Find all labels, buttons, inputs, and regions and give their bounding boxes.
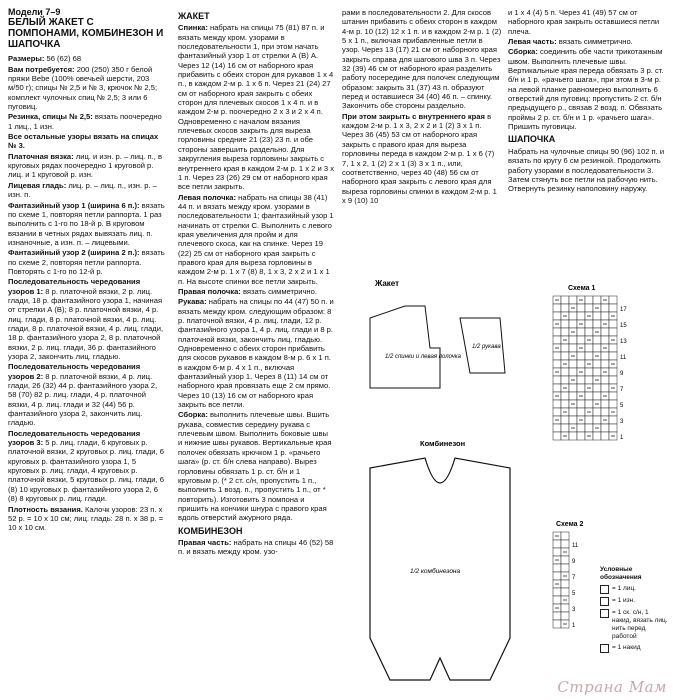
chart-cell	[553, 540, 561, 548]
chart-cell	[561, 604, 569, 612]
row-number: 9	[620, 371, 624, 377]
chart-cell	[593, 360, 601, 368]
paragraph: Последовательность чередования узоров 2: 8 р. платочной вязки, 4 р. лиц. глади, 26 (32) 44 р. фантазийного узора 2, 58 (70) 82 р. лиц. глади, 4 р. платочной вязки, 4 р. лиц. глади и 32 (44) 56 р. фантазийного узора 2, закончить лиц. гладью.	[8, 362, 158, 428]
row-number: 7	[572, 575, 576, 581]
combi-label: Комбинезон	[420, 439, 466, 448]
chart-cell	[569, 408, 577, 416]
chart-cell	[553, 620, 561, 628]
row-number: 9	[572, 559, 576, 565]
chart-cell	[561, 376, 569, 384]
chart-cell	[601, 312, 609, 320]
chart-cell	[585, 376, 593, 384]
chart-cell	[593, 368, 601, 376]
chart-cell	[553, 564, 561, 572]
row-number: 11	[572, 543, 579, 549]
chart-cell	[553, 612, 561, 620]
paragraph: Левая полочка: набрать на спицы 38 (41) 44 п. и вязать между кром. узорами в последовательности 1; фантазийный узор 1 начинать от стрелки С. Выполнить с левого края увеличения для пройм и для плечевого скоса, как на спинке. Через 19 (22) 25 см от наборного края закрыть с правого края для выреза горловины в каждом 2-м р. 1 x 7 (8) 8, 1 x 3, 2 x 2 и 1 x 1 п. На высоте спинки все петли закрыть.	[178, 192, 334, 286]
back-piece-label: 1/2 спинки и левая полочка	[385, 354, 461, 360]
chart-cell	[609, 304, 617, 312]
chart-cell	[609, 416, 617, 424]
legend-item: = 1 лиц.	[600, 585, 668, 594]
chart-cell	[609, 320, 617, 328]
chart-cell	[553, 596, 561, 604]
chart-cell	[601, 424, 609, 432]
paragraph: и 1 x 4 (4) 5 п. Через 41 (49) 57 см от наборного края закрыть оставшиеся петли плеча.	[508, 8, 660, 36]
chart-cell	[561, 400, 569, 408]
model-number: Модели 7–9	[8, 7, 61, 17]
chart-cell	[561, 424, 569, 432]
paragraph: Фантазийный узор 2 (ширина 2 п.): вязать по схеме 2, повторяя петли раппорта. Повторять с 1-го по 12-й р.	[8, 248, 165, 276]
legend-swatch	[600, 585, 609, 594]
chart-cell	[577, 304, 585, 312]
chart-cell	[577, 400, 585, 408]
chart-cell	[601, 360, 609, 368]
legend-title: Условные обозначения	[600, 566, 642, 581]
chart-cell	[593, 408, 601, 416]
sleeve-label: 1/2 рукава	[472, 344, 501, 350]
column-2	[178, 8, 334, 558]
row-number: 5	[620, 403, 624, 409]
chart-cell	[553, 304, 561, 312]
chart-cell	[601, 408, 609, 416]
chart-cell	[553, 548, 561, 556]
chart-cell	[553, 336, 561, 344]
chart-cell	[569, 296, 577, 304]
paragraph: Последовательность чередования узоров 3: 5 р. лиц. глади, 6 круговых р. платочной вязки, 2 круговых р. лиц. глади, 6 круговых р. фантазийного узора 1, 5 круговых р. лиц. глади, 4 круговых р. платочной вязки, 5 круговых р. лиц. глади, 6 (8) 10 круговых р. фантазийного узора 2, 6 (8) 8 круговых р. лиц. глади.	[8, 428, 164, 504]
chart-cell	[593, 296, 601, 304]
legend	[600, 566, 668, 656]
paragraph: Левая часть: вязать симметрично.	[508, 37, 633, 47]
legend-swatch	[600, 644, 609, 653]
chart-cell	[569, 336, 577, 344]
chart-cell	[561, 532, 569, 540]
chart-cell	[553, 312, 561, 320]
chart-cell	[601, 384, 609, 392]
chart-cell	[553, 400, 561, 408]
chart-cell	[593, 416, 601, 424]
chart-cell	[561, 296, 569, 304]
chart-cell	[585, 320, 593, 328]
chart-cell	[593, 336, 601, 344]
chart-cell	[601, 352, 609, 360]
chart-cell	[593, 312, 601, 320]
chart-cell	[561, 304, 569, 312]
section-hat: ШАПОЧКА	[508, 134, 556, 145]
chart-cell	[609, 392, 617, 400]
chart-cell	[561, 556, 569, 564]
chart-cell	[569, 344, 577, 352]
row-number: 7	[620, 387, 624, 393]
chart-cell	[585, 352, 593, 360]
section-combi: КОМБИНЕЗОН	[178, 525, 243, 536]
chart-cell	[577, 384, 585, 392]
column-1-text	[8, 54, 166, 532]
legend-item: = 1 ск. с/н, 1 накид, вязать лиц. нить перед работой	[600, 609, 668, 641]
row-number: 13	[620, 339, 627, 345]
chart-cell	[577, 336, 585, 344]
chart-cell	[553, 328, 561, 336]
jacket-label: Жакет	[375, 279, 400, 288]
chart-cell	[577, 376, 585, 384]
combi-half-label: 1/2 комбинезона	[410, 568, 461, 575]
paragraph: Лицевая гладь: лиц. р. – лиц. п., изн. р. – изн. п.	[8, 180, 157, 200]
chart-cell	[601, 376, 609, 384]
paragraph: Рукава: набрать на спицы по 44 (47) 50 п. и вязать между кром. следующим образом: 8 р. платочной вязки, 4 р. лиц. глади, 12 р. фантазийного узора 1, 4 р. лиц. глади и 8 р. платочной вязки, закончить лиц. гладью. Одновременно с обеих сторон прибавить для скосов рукавов в каждом 8-м р. 6 x 1 п. в каждом 6-м р. 4 x 1 п., включая фантазийный узор 1. Через 8 (11) 14 см от наборного края провязать еще 2 см прямо. Через 10 (13) 16 см от наборного края закрыть все петли.	[178, 297, 334, 410]
chart-cell	[561, 416, 569, 424]
chart-cell	[585, 304, 593, 312]
chart-cell	[561, 328, 569, 336]
chart-cell	[561, 392, 569, 400]
row-number: 17	[620, 307, 627, 313]
chart-cell	[569, 320, 577, 328]
scheme-1	[548, 282, 668, 502]
chart-cell	[569, 432, 577, 440]
column-4	[508, 8, 666, 195]
chart-cell	[593, 392, 601, 400]
chart-cell	[585, 392, 593, 400]
chart-cell	[561, 580, 569, 588]
scheme-2-title: Схема 2	[556, 521, 584, 528]
chart-cell	[561, 368, 569, 376]
row-number: 15	[620, 323, 627, 329]
chart-cell	[593, 384, 601, 392]
chart-cell	[601, 304, 609, 312]
row-number: 11	[620, 355, 627, 361]
chart-cell	[569, 384, 577, 392]
legend-swatch	[600, 609, 609, 618]
chart-cell	[577, 352, 585, 360]
chart-cell	[585, 344, 593, 352]
chart-cell	[593, 320, 601, 328]
chart-cell	[609, 352, 617, 360]
watermark: Страна Мам	[557, 678, 667, 696]
column-3	[342, 8, 502, 206]
chart-cell	[561, 588, 569, 596]
paragraph: Вам потребуется: 200 (250) 350 г белой пряжи Bebe (100% овечьей шерсти, 203 м/50 г); спицы № 2,5 и № 3, крючок № 2,5; комплект чулочных спиц № 2,5; 3 или 6 пуговиц.	[8, 64, 158, 112]
chart-cell	[609, 344, 617, 352]
chart-cell	[577, 328, 585, 336]
article-title: БЕЛЫЙ ЖАКЕТ С ПОМПОНАМИ, КОМБИНЕЗОН И ШАПОЧКА	[8, 17, 164, 51]
chart-cell	[561, 352, 569, 360]
chart-cell	[601, 432, 609, 440]
chart-cell	[609, 400, 617, 408]
chart-cell	[561, 320, 569, 328]
chart-cell	[609, 328, 617, 336]
paragraph: Набрать на чулочные спицы 90 (96) 102 п. и вязать по кругу 6 см резинкой. Продолжить работу узорами в последовательности 3. Затем стянуть все петли на рабочую нить. Отвернуть резинку наполовину наружу.	[508, 146, 665, 194]
paragraph: Сборка: соединить обе части трикотажным швом. Выполнить плечевые швы. Вертикальные края переда обвязать 3 р. ст. б/н и 1 р. «рачьего шага», при этом в 3-м р. на левой планке равномерно выполнить 6 отверстий для пуговиц: пропустить 2 ст. б/н предыдущего р., связав 2 возд. п. Обвязать проймы 2 р. ст. б/н и 1 р. «рачьего шага». Пришить пуговицы.	[508, 47, 664, 132]
chart-cell	[593, 432, 601, 440]
paragraph: Сборка: выполнить плечевые швы. Вшить рукава, совместив середину рукава с плечевым швом. Выполнить боковые швы и нижние швы рукавов. Вертикальные края полочек обвязать крючком 1 р. «рачьего шага» (р. ст. б/н слева направо). Вырез горловины обвязать 1 р. ст. б/н и 1 круговым р. (* 2 ст. с/н, пропустить 1 п., выполнить 1 возд. п., пропустить 1 п., от * повторить). Изготовить 3 помпона и пришить на кончики шнура с правого края вдоль отверстий ажурного ряда.	[178, 410, 332, 523]
chart-cell	[585, 400, 593, 408]
paragraph: Правая полочка: вязать симметрично.	[178, 286, 317, 296]
paragraph: Последовательность чередования узоров 1: 8 р. платочной вязки, 2 р. лиц. глади, 18 р. фантазийного узора 1, начиная от стрелки А (В); 8 р. платочной вязки, 4 р. лиц. глади, 8 р. платочной вязки, 4 р. лиц. глади, 8 р. платочной вязки, 4 р. лиц. глади, 18 р. фантазийного узора 2, 8 р. платочной вязки, 2 р. лиц. глади, 36 р. фантазийного узора 2, закончить лиц. гладью.	[8, 277, 164, 361]
chart-cell	[577, 360, 585, 368]
chart-cell	[569, 312, 577, 320]
chart-cell	[577, 408, 585, 416]
chart-cell	[553, 588, 561, 596]
scheme-1-title: Схема 1	[568, 285, 596, 292]
chart-cell	[553, 376, 561, 384]
chart-cell	[577, 424, 585, 432]
chart-cell	[585, 368, 593, 376]
row-number: 1	[572, 623, 576, 629]
row-number: 5	[572, 591, 576, 597]
paragraph: Фантазийный узор 1 (ширина 6 п.): вязать по схеме 1, повторяя петли раппорта. 1 раз выполнить с 1-го по 18-й р. В круговом вязании в четных рядах вывязать лиц. п. изнаночные, а изн. п. – лицевыми.	[8, 200, 165, 247]
paragraph: Платочная вязка: лиц. и изн. р. – лиц. п., в круговых рядах поочередно 1 круговой р. лиц. и 1 круговой р. изн.	[8, 151, 163, 180]
column-1	[8, 8, 166, 534]
section-jacket: ЖАКЕТ	[178, 11, 210, 21]
chart-cell	[593, 344, 601, 352]
pattern-drawings	[340, 278, 540, 698]
chart-cell	[553, 572, 561, 580]
chart-cell	[561, 540, 569, 548]
chart-cell	[561, 564, 569, 572]
chart-cell	[577, 432, 585, 440]
paragraph: Резинка, спицы № 2,5: вязать поочередно 1 лиц., 1 изн.	[8, 112, 162, 131]
chart-cell	[561, 344, 569, 352]
chart-cell	[577, 312, 585, 320]
paragraph: Размеры: 56 (62) 68	[8, 54, 82, 64]
paragraph: Правая часть: набрать на спицы 46 (52) 58 п. и вязать между кром. узо-	[178, 537, 334, 557]
paragraph: рами в последовательности 2. Для скосов штанин прибавить с обеих сторон в каждом 4-м р. 10 (12) 12 x 1 п. и в каждом 2-м р. 1 (2) 5 x 1 п., включая прибавленные петли в узор. Через 13 (17) 21 см от наборного края закрыть справа для шагового шва 3 п. Через 32 (39) 46 см от наборного края разделить работу посередине для полочек следующим образом: закрыть 31 (37) 43 п. образуют перед и оставшиеся 34 (40) 46 п. – спинку. Закончить обе стороны раздельно.	[342, 8, 502, 111]
legend-swatch	[600, 597, 609, 606]
chart-cell	[585, 296, 593, 304]
chart-cell	[585, 416, 593, 424]
chart-cell	[553, 352, 561, 360]
chart-cell	[569, 416, 577, 424]
chart-cell	[601, 336, 609, 344]
legend-item: = 1 изн.	[600, 597, 668, 606]
row-number: 1	[620, 435, 624, 441]
chart-cell	[609, 296, 617, 304]
chart-cell	[553, 432, 561, 440]
chart-cell	[553, 360, 561, 368]
chart-cell	[609, 368, 617, 376]
row-number: 3	[572, 607, 576, 613]
chart-cell	[553, 408, 561, 416]
chart-cell	[609, 376, 617, 384]
chart-cell	[585, 328, 593, 336]
chart-cell	[585, 424, 593, 432]
chart-cell	[609, 424, 617, 432]
legend-item: = 1 накид	[600, 644, 668, 653]
chart-cell	[601, 328, 609, 336]
chart-cell	[569, 360, 577, 368]
back-piece-outline	[370, 306, 440, 388]
row-number: 3	[620, 419, 624, 425]
chart-cell	[569, 368, 577, 376]
chart-cell	[569, 392, 577, 400]
paragraph: При этом закрыть с внутреннего края в каждом 2-м р. 1 x 3, 2 x 2 и 1 (2) 3 x 1 п. Через 36 (45) 53 см от наборного края закрыть с правого края для выреза горловины переда в каждом 2-м р. 1 x 6 (7) 7, 1 x 2, 1 (2) 2 x 1 (3) 3 x 1 п., или, соответственно, через 40 (48) 56 см от наборного края закрыть с левого края для выреза горловины спинки в каждом 2-м р. 1 x 9 (10) 10	[342, 111, 497, 205]
chart-cell	[561, 612, 569, 620]
paragraph: Все остальные узоры вязать на спицах № 3.	[8, 132, 159, 151]
chart-cell	[553, 424, 561, 432]
paragraph: Плотность вязания. Калочк узоров: 23 п. x 52 р. = 10 x 10 см; лиц. гладь: 28 п. x 38 р. = 10 x 10 см.	[8, 504, 164, 533]
chart-cell	[553, 384, 561, 392]
chart-cell	[601, 400, 609, 408]
paragraph: Спинка: набрать на спицы 75 (81) 87 п. и вязать между кром. узорами в последовательности 1, при этом начать фантазийный узор 1 от стрелки А (В) А. Через 12 (14) 16 см от наборного края прибавить с обеих сторон для рукавов 1 x 4 п., в каждом 2-м р. 1 x 6 п. Через 21 (24) 27 см от наборного края закрыть с обеих сторон для плечевых скосов 1 x 4 п. и в каждом 2-м р. поочередно 2 x 3 и 2 x 4 п. Одновременно с началом вязания плечевых скосов закрыть для выреза горловины средние 21 (23) 23 п. и обе стороны завершить раздельно. Для закругления выреза горловины закрыть с внутреннего края в каждом 2-м р. 1 x 2 и 3 x 1 п. Через 23 (26) 29 см от наборного края все петли закрыть.	[178, 23, 334, 192]
